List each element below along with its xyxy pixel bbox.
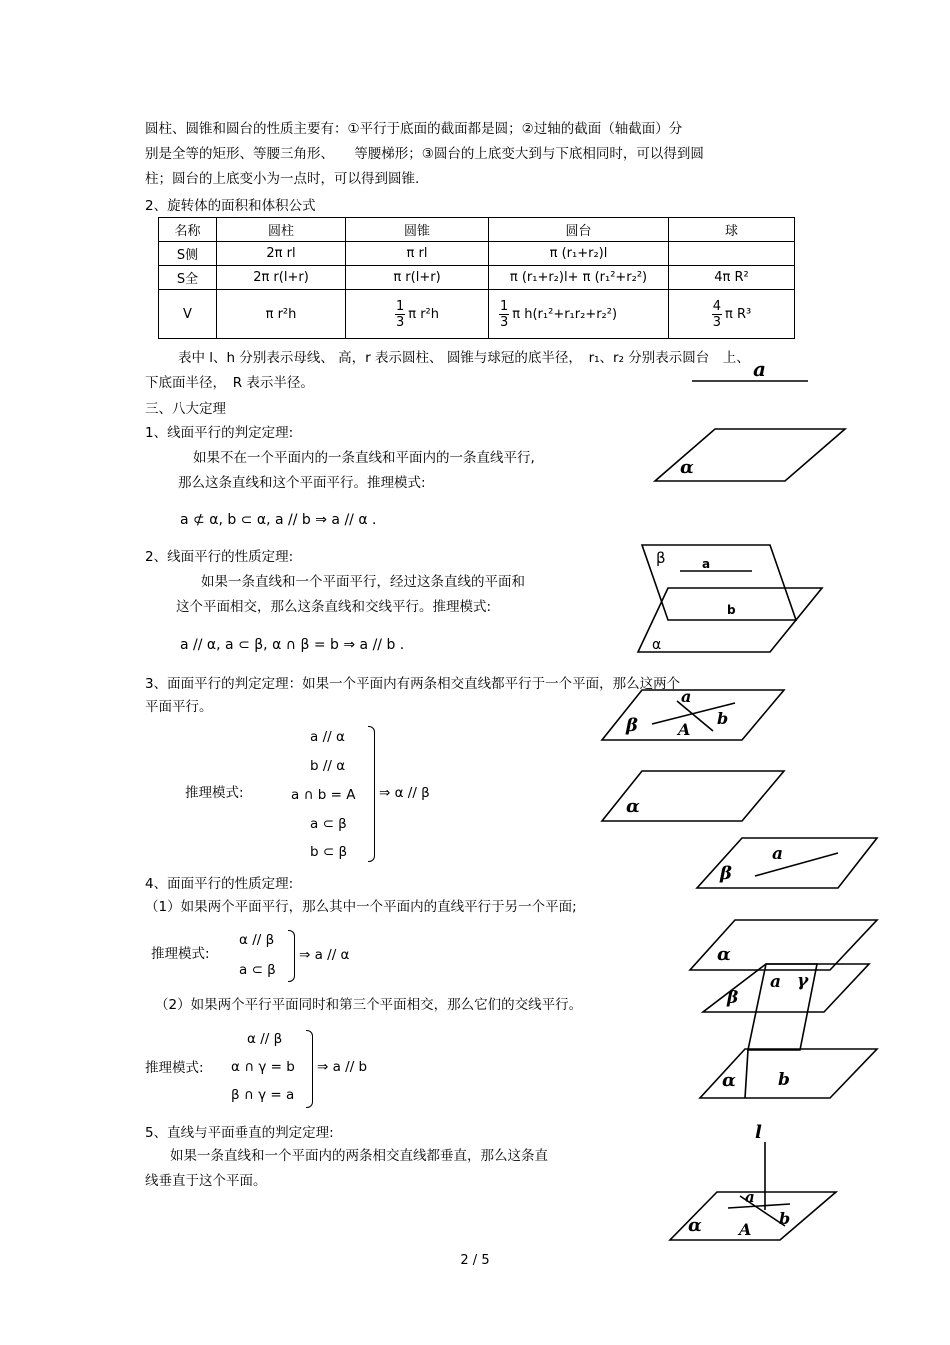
label-alpha: α [680,457,694,478]
section-2-title: 2、旋转体的面积和体积公式 [145,198,316,214]
label-alpha: α [626,796,640,817]
premise: b ⊂ β [310,844,348,860]
table-header: 圆柱 [217,218,346,242]
theorem-5-text-2: 线垂直于这个平面。 [145,1173,267,1189]
intro-line-2: 别是全等的矩形、等腰三角形、 等腰梯形；③圆台的上底变大到与下底相同时，可以得到圆 [145,146,704,162]
label-l: l [755,1122,762,1143]
intro-line-3: 柱；圆台的上底变小为一点时，可以得到圆锥. [145,171,420,187]
label-beta: β [720,863,732,884]
line-a [755,853,838,876]
denominator: 3 [500,314,509,330]
premise: a ⊂ β [310,816,347,832]
label-a: a [681,687,692,706]
table-cell: 2π r(l+r) [217,266,346,290]
formula-text: π h(r₁²+r₁r₂+r₂²) [512,306,618,322]
label-alpha: α [652,637,662,653]
note-line-2: 下底面半径， R 表示半径。 [145,375,314,391]
theorem-3-title: 3、面面平行的判定定理：如果一个平面内有两条相交直线都平行于一个平面，那么这两个 [145,676,681,692]
theorem-5-title: 5、直线与平面垂直的判定定理: [145,1125,334,1141]
label-A: A [739,1220,752,1239]
theorem-4-mode-2: 推理模式: [145,1060,204,1076]
premise: α // β [247,1031,283,1047]
label-a: a [702,557,711,571]
intro-line-1: 圆柱、圆锥和圆台的性质主要有：①平行于底面的截面都是圆；②过轴的截面（轴截面）分 [145,121,683,137]
label-a: a [772,844,784,864]
theorem-5-text-1: 如果一条直线和一个平面内的两条相交直线都垂直，那么这条直 [170,1148,548,1164]
label-beta: β [727,988,739,1008]
label-beta: β [656,549,666,567]
label-gamma: γ [797,971,809,991]
formula-text: π R³ [725,306,752,322]
table-cell: 2π rl [217,242,346,266]
premise: a // α [310,729,345,745]
theorem-2-text-2: 这个平面相交，那么这条直线和交线平行。推理模式: [176,599,492,615]
conclusion: ⇒ a // α [299,947,350,963]
table-cell: π (r₁+r₂)l [489,242,669,266]
conclusion: ⇒ α // β [379,785,430,801]
theorem-2-formula: a // α, a ⊂ β, α ∩ β = b ⇒ a // b . [180,637,405,653]
label-alpha: α [722,1070,736,1091]
table-cell: S全 [159,266,217,290]
formula-text: π r²h [408,306,440,322]
label-a: a [753,357,766,381]
table-header: 名称 [159,218,217,242]
theorem-4-p2: （2）如果两个平行平面同时和第三个平面相交，那么它们的交线平行。 [155,997,583,1013]
table-header: 球 [669,218,795,242]
numerator: 1 [500,298,509,314]
theorem-2-text-1: 如果一条直线和一个平面平行，经过这条直线的平面和 [201,574,525,590]
denominator: 3 [395,314,405,330]
line-b [745,1050,748,1098]
label-alpha: α [688,1215,702,1236]
premise: β ∩ γ = a [231,1087,295,1103]
theorem-1-formula: a ⊄ α, b ⊂ α, a // b ⇒ a // α . [180,512,377,528]
label-beta: β [626,715,638,736]
theorem-1-text-2: 那么这条直线和这个平面平行。推理模式: [178,475,426,491]
premise: α // β [239,932,275,948]
premise: α ∩ γ = b [231,1059,295,1075]
numerator: 4 [712,298,722,314]
label-a: a [770,972,782,992]
label-b: b [727,603,736,617]
denominator: 3 [712,314,722,330]
label-alpha: α [717,944,731,965]
label-A: A [678,720,691,739]
theorem-4-title: 4、面面平行的性质定理: [145,876,294,892]
conclusion: ⇒ a // b [317,1059,368,1075]
table-header: 圆锥 [346,218,489,242]
theorem-3-title-2: 平面平行。 [145,699,213,715]
theorem-1-text-1: 如果不在一个平面内的一条直线和平面内的一条直线平行, [193,450,535,466]
theorem-2-title: 2、线面平行的性质定理: [145,549,294,565]
label-a: a [745,1188,755,1206]
table-header: 圆台 [489,218,669,242]
line-a [728,1204,790,1208]
page-number: 2 / 5 [460,1253,490,1268]
table-cell: 4π R² [669,266,795,290]
theorem-1-title: 1、线面平行的判定定理: [145,425,294,441]
premise: a ⊂ β [239,962,276,978]
label-b: b [778,1070,790,1090]
table-cell: π r(l+r) [346,266,489,290]
premise: b // α [310,758,346,774]
table-cell: S侧 [159,242,217,266]
table-cell: π (r₁+r₂)l+ π (r₁²+r₂²) [489,266,669,290]
theorem-3-mode: 推理模式: [185,785,244,801]
table-cell: π r²h [217,290,346,339]
numerator: 1 [395,298,405,314]
table-cell: V [159,290,217,339]
label-b: b [779,1209,791,1228]
premise: a ∩ b = A [291,787,356,803]
theorem-4-mode-1: 推理模式: [151,946,210,962]
label-b: b [717,709,729,728]
section-3-title: 三、八大定理 [145,401,226,417]
theorem-4-p1: （1）如果两个平面平行，那么其中一个平面内的直线平行于另一个平面; [145,899,577,915]
note-line-1: 表中 l、h 分别表示母线、 高，r 表示圆柱、 圆锥与球冠的底半径， r₁、r₂ 分别表示圆台 上、 [178,350,750,366]
table-cell: π rl [346,242,489,266]
